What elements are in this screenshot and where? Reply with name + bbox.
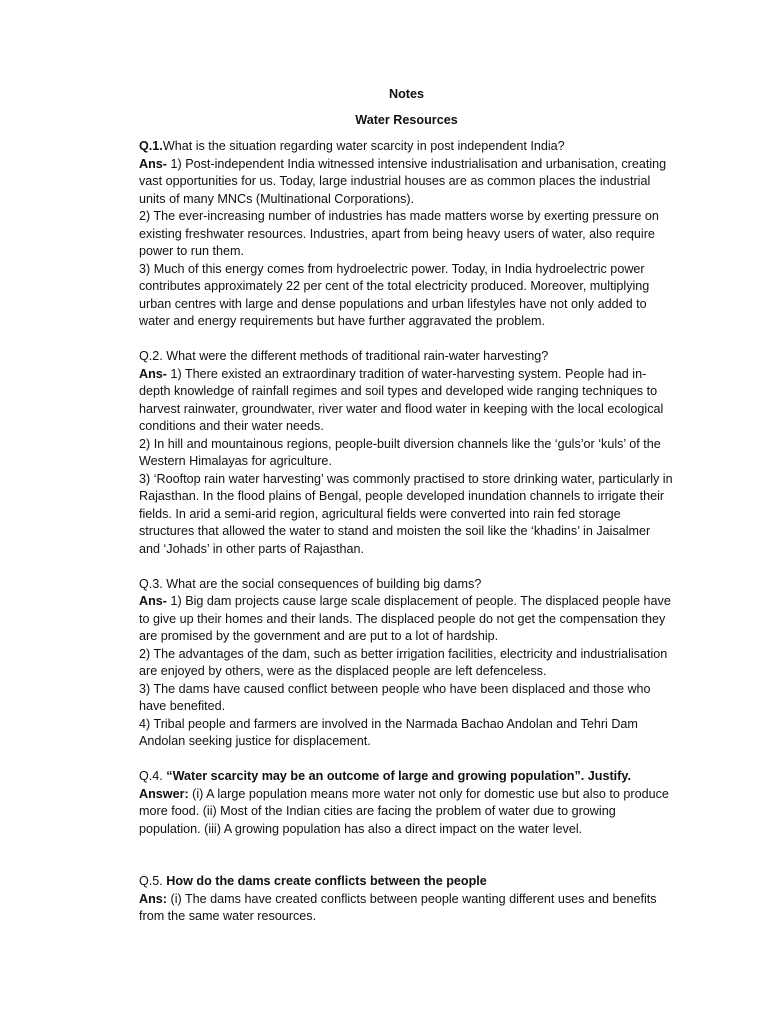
answer-text: 1) Post-independent India witnessed intensive industrialisation and urbanisation, creating vast opportunities for us. Today, large industrial houses are as common places the industrial units of many MNCs (Multinational Corporations). bbox=[139, 156, 667, 206]
answer-label: Ans- bbox=[139, 156, 167, 171]
question-block-3 bbox=[139, 576, 674, 751]
question-text: “Water scarcity may be an outcome of large and growing population”. Justify. bbox=[166, 769, 631, 783]
question-block-2 bbox=[139, 348, 674, 558]
answer-text: (i) A large population means more water not only for domestic use but also to produce more food. (ii) Most of the Indian cities are facing the problem of water due to growing population. (iii) A growing population has also a direct impact on the water level. bbox=[139, 786, 669, 836]
answer-label: Ans: bbox=[139, 891, 167, 906]
answer-1-para-2: 2) The ever-increasing number of industries has made matters worse by exerting pressure on existing freshwater resources. Industries, apart from being heavy users of water, also require power to run them. bbox=[139, 209, 659, 258]
question-block-4 bbox=[139, 768, 674, 838]
doc-title: Notes bbox=[389, 87, 424, 101]
answer-text: (i) The dams have created conflicts between people wanting different uses and benefits from the same water resources. bbox=[139, 891, 657, 923]
question-number: Q.5. bbox=[139, 874, 167, 888]
question-number: Q.4. bbox=[139, 769, 167, 783]
answer-5-para-1 bbox=[139, 891, 674, 926]
question-2: Q.2. What were the different methods of traditional rain-water harvesting? bbox=[139, 349, 549, 363]
answer-2-para-3: 3) ‘Rooftop rain water harvesting’ was commonly practised to store drinking water, particularly in Rajasthan. In the flood plains of Bengal, people developed inundation channels to irrigate their fields. In arid a semi-arid region, agricultural fields were converted into rain fed storage structures that allowed the water to stand and moisten the soil like the ‘khadins’ in Jaisalmer and ‘Johads’ in other parts of Rajasthan. bbox=[139, 471, 673, 556]
answer-3-para-1 bbox=[139, 593, 674, 646]
question-block-5 bbox=[139, 873, 674, 926]
doc-subtitle: Water Resources bbox=[355, 112, 458, 127]
answer-3-para-4: 4) Tribal people and farmers are involved in the Narmada Bachao Andolan and Tehri Dam Andolan seeking justice for displacement. bbox=[139, 716, 638, 748]
answer-4-para-1 bbox=[139, 786, 674, 839]
question-5 bbox=[139, 873, 674, 891]
answer-2-para-2: 2) In hill and mountainous regions, people-built diversion channels like the ‘guls’or ‘kuls’ of the Western Himalayas for agriculture. bbox=[139, 436, 661, 468]
question-number: Q.1. bbox=[139, 139, 163, 153]
answer-label: Answer: bbox=[139, 786, 189, 801]
answer-1-para-1 bbox=[139, 156, 674, 209]
answer-3-para-3: 3) The dams have caused conflict between people who have been displaced and those who have benefited. bbox=[139, 681, 651, 713]
answer-3-para-2: 2) The advantages of the dam, such as better irrigation facilities, electricity and industrialisation are enjoyed by others, were as the displaced people are left defenceless. bbox=[139, 646, 668, 678]
document-page bbox=[139, 86, 674, 943]
answer-text: 1) Big dam projects cause large scale displacement of people. The displaced people have to give up their homes and their lands. The displaced people do not get the compensation they are promised by the government and are put to a lot of hardship. bbox=[139, 594, 671, 643]
question-text: How do the dams create conflicts between the people bbox=[166, 874, 487, 888]
question-1 bbox=[139, 138, 674, 156]
answer-2-para-1 bbox=[139, 366, 674, 436]
question-4 bbox=[139, 768, 674, 786]
answer-label: Ans- bbox=[139, 366, 167, 381]
answer-1-para-3: 3) Much of this energy comes from hydroelectric power. Today, in India hydroelectric power contributes approximately 22 per cent of the total electricity produced. Moreover, multiplying urban centres with large and dense populations and urban lifestyles have not only added to water and energy requirements but have further aggravated the problem. bbox=[139, 261, 650, 328]
question-3: Q.3. What are the social consequences of building big dams? bbox=[139, 576, 482, 591]
answer-label: Ans- bbox=[139, 594, 167, 608]
question-text: What is the situation regarding water scarcity in post independent India? bbox=[162, 139, 565, 153]
answer-text: 1) There existed an extraordinary tradition of water-harvesting system. People had in-depth knowledge of rainfall regimes and soil types and developed wide ranging techniques to harvest rainwater, groundwater, river water and flood water in keeping with the local ecological conditions and their water needs. bbox=[139, 366, 664, 433]
question-block-1 bbox=[139, 138, 674, 331]
